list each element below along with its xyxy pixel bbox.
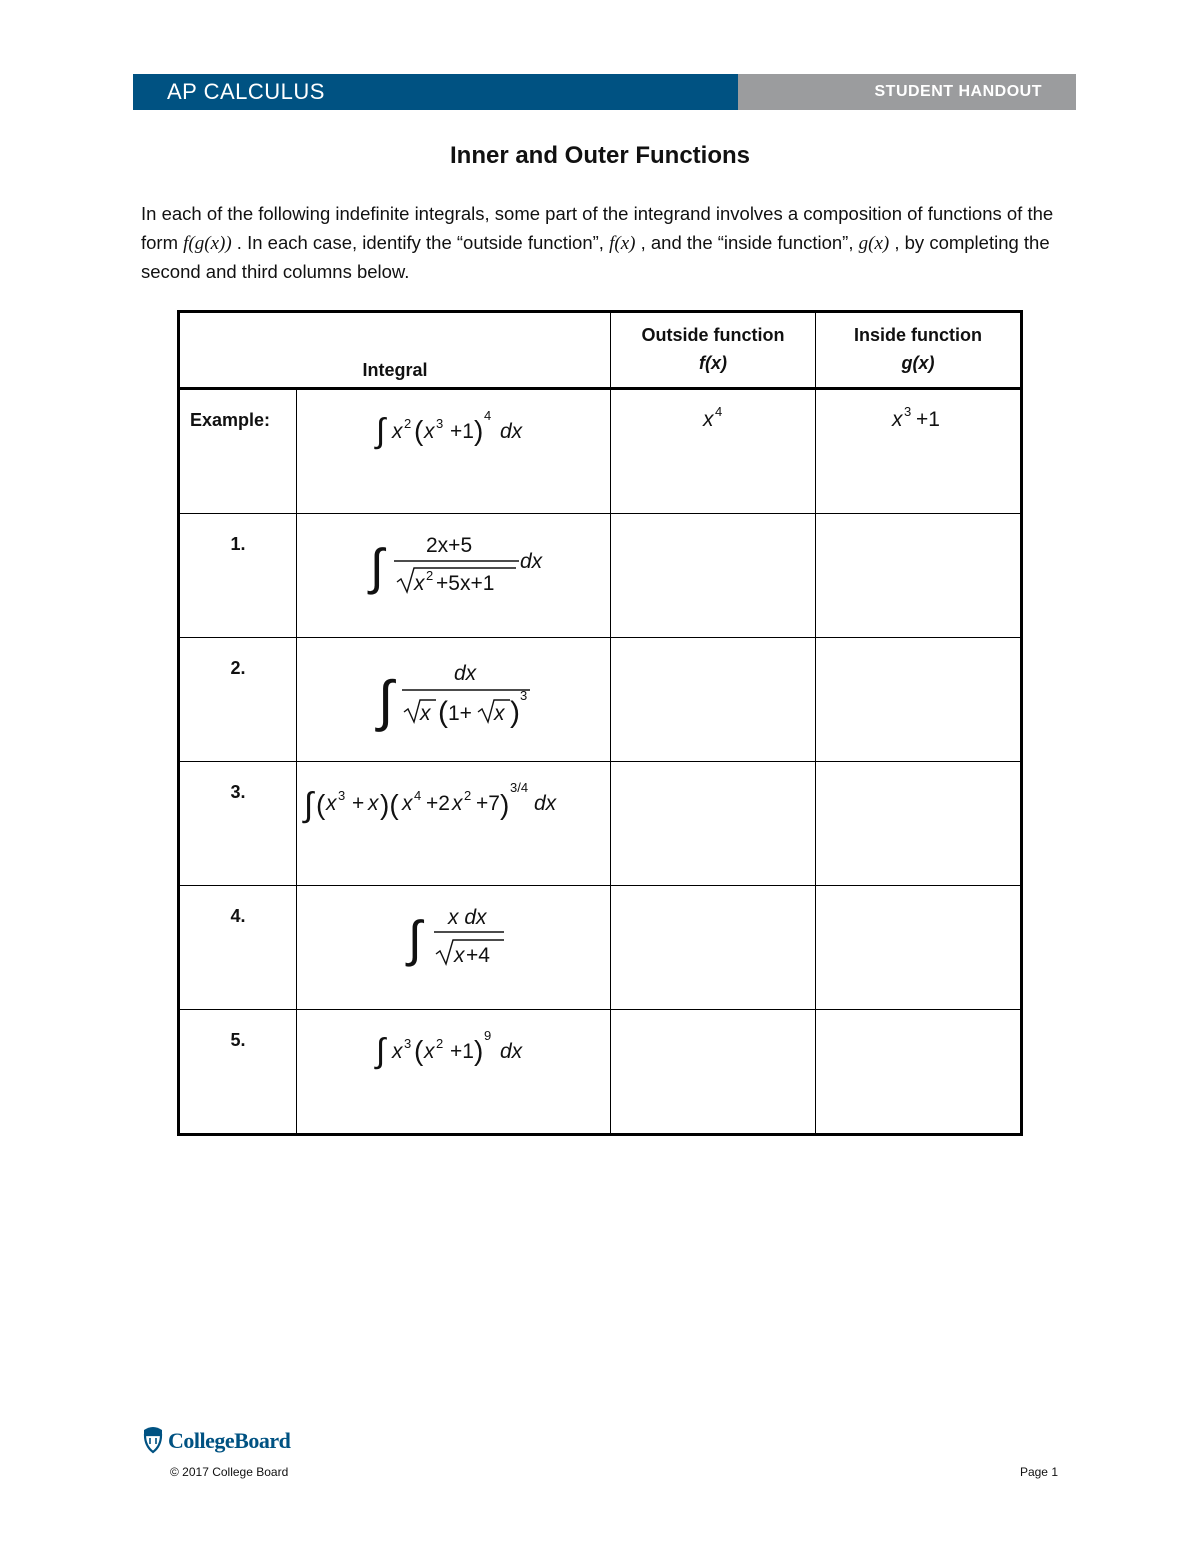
copyright: © 2017 College Board [170,1465,289,1479]
table-header-row [179,312,1022,389]
svg-text:x: x [391,420,402,443]
svg-text:3: 3 [435,416,443,431]
svg-text:4: 4 [715,404,723,419]
svg-text:x: x [892,408,903,431]
integral-cell [297,762,611,886]
header-inside-math: g(x) [901,353,935,373]
header-outside-label: Outside function [641,325,785,345]
intro-text-3: , and the “inside function”, [635,231,859,253]
integral-formula [304,514,604,604]
svg-text:∫: ∫ [377,669,393,732]
svg-text:+5x+1: +5x+1 [435,572,494,595]
svg-text:3: 3 [403,1036,411,1051]
integral-formula [298,762,610,832]
integral-formula [304,1010,604,1080]
svg-text:2x+5: 2x+5 [425,534,472,557]
table-row [179,886,1022,1010]
svg-text:(: ( [437,696,448,729]
inside-answer [818,390,1018,440]
svg-text:x dx: x dx [447,906,487,929]
svg-text:+1: +1 [449,420,474,443]
inside-answer-cell [816,389,1022,514]
svg-text:3/4: 3/4 [509,780,528,795]
row-label: Example: [179,389,297,514]
svg-text:3: 3 [519,688,527,703]
svg-text:dx: dx [453,662,476,685]
svg-text:2: 2 [403,416,411,431]
svg-text:)(: )( [379,789,399,820]
inside-answer-cell[interactable] [816,638,1022,762]
header-inside-label: Inside function [854,325,983,345]
course-title: AP CALCULUS [133,74,738,110]
svg-text:(: ( [413,1035,423,1066]
svg-text:2: 2 [425,568,433,583]
integral-cell [297,514,611,638]
intro-math-inside: g(x) [858,232,890,254]
svg-text:1+: 1+ [447,702,472,725]
table-row [179,389,1022,514]
svg-text:∫: ∫ [375,1032,385,1070]
svg-text:x: x [423,420,434,443]
row-label: 4. [179,886,297,1010]
svg-text:+1: +1 [449,1040,474,1063]
intro-text-2: . In each case, identify the “outside function”, [231,231,610,253]
intro-text-4: , by completing the second and third columns below. [141,231,1050,282]
table-row [179,638,1022,762]
svg-text:): ) [509,696,520,729]
table-row [179,1010,1022,1135]
svg-text:+2: +2 [425,792,450,815]
integral-cell [297,389,611,514]
header-outside-math: f(x) [699,353,728,373]
integral-cell [297,1010,611,1135]
svg-text:4: 4 [413,788,421,803]
inside-answer-cell[interactable] [816,1010,1022,1135]
svg-text:x: x [451,792,462,815]
svg-text:x: x [423,1040,434,1063]
intro-math-composition: f(g(x)) [183,232,232,254]
outside-answer-cell[interactable] [611,514,816,638]
svg-text:2: 2 [435,1036,443,1051]
svg-text:x: x [453,944,464,967]
svg-text:3: 3 [337,788,345,803]
svg-text:): ) [473,415,483,446]
outside-answer-cell[interactable] [611,762,816,886]
integral-formula [304,886,604,976]
svg-text:): ) [499,789,509,820]
intro-text-1: In each of the following indefinite integrals, some part of the integrand involves a composition of functions of the form [141,203,1054,253]
svg-text:x: x [703,408,714,431]
svg-text:): ) [473,1035,483,1066]
svg-text:dx: dx [533,792,556,815]
page-title: Inner and Outer Functions [449,142,750,169]
table-row [179,762,1022,886]
svg-text:x: x [413,572,424,595]
row-label: 3. [179,762,297,886]
integral-formula [304,390,604,460]
row-label: 2. [179,638,297,762]
svg-text:∫: ∫ [375,412,385,450]
svg-text:dx: dx [499,1040,522,1063]
svg-text:x: x [401,792,412,815]
inside-answer-cell[interactable] [816,514,1022,638]
svg-text:∫: ∫ [303,786,313,824]
outside-answer-cell[interactable] [611,886,816,1010]
svg-text:∫: ∫ [369,539,384,595]
logo-text: CollegeBoard [168,1428,291,1453]
svg-text:3: 3 [904,404,912,419]
outside-answer-cell[interactable] [611,1010,816,1135]
svg-text:∫: ∫ [407,911,422,967]
svg-text:4: 4 [483,408,491,423]
outside-answer-cell[interactable] [611,638,816,762]
svg-text:(: ( [413,415,423,446]
integral-cell [297,886,611,1010]
row-label: 1. [179,514,297,638]
outside-answer-cell [611,389,816,514]
svg-text:dx: dx [519,550,542,573]
row-label: 5. [179,1010,297,1135]
intro-math-outside: f(x) [609,232,636,254]
svg-text:x: x [391,1040,402,1063]
acorn-icon [142,1424,164,1454]
header-banner [133,74,1076,110]
svg-text:+4: +4 [465,944,490,967]
svg-text:+7: +7 [475,792,500,815]
page-number: Page 1 [1019,1465,1058,1479]
header-outside-function [611,312,816,389]
svg-text:2: 2 [463,788,471,803]
svg-text:dx: dx [499,420,522,443]
inside-answer-cell[interactable] [816,762,1022,886]
svg-text:(: ( [315,789,325,820]
functions-table [177,310,1023,1136]
svg-text:x: x [367,792,378,815]
svg-text:9: 9 [483,1028,491,1043]
svg-text:+: + [351,792,364,815]
svg-text:+1: +1 [916,408,940,431]
svg-text:x: x [419,702,430,725]
integral-cell [297,638,611,762]
outside-answer [613,390,813,440]
inside-answer-cell[interactable] [816,886,1022,1010]
integral-formula [304,638,604,738]
college-board-logo [142,1424,291,1459]
header-inside-function [816,312,1022,389]
svg-text:x: x [325,792,336,815]
header-integral: Integral [179,312,611,389]
document-type: STUDENT HANDOUT [738,74,1076,110]
table-row [179,514,1022,638]
svg-text:x: x [493,702,504,725]
intro-paragraph [141,200,1071,287]
